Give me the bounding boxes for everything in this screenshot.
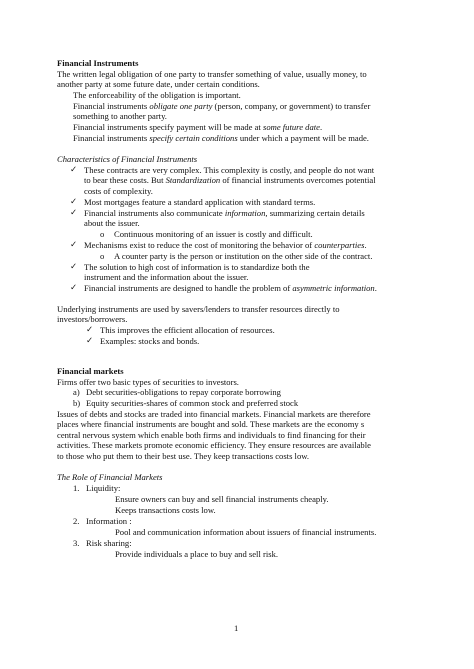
list-number-1: 1. — [73, 483, 80, 493]
asymmetric-text-c: . — [374, 283, 377, 293]
characteristics-heading: Characteristics of Financial Instruments — [57, 154, 198, 164]
payment-text-b: some future date — [262, 122, 320, 132]
mechanisms-text-b: counterparties — [314, 240, 365, 250]
checkmark-icon: ✓ — [70, 262, 78, 272]
obligate-line-1 — [73, 101, 370, 111]
markets-paragraph-line-1: Issues of debts and stocks are traded into financial markets. Financial markets are therefore — [57, 409, 371, 419]
solution-line-1: The solution to high cost of information is to standardize both the — [84, 262, 310, 272]
payment-line — [73, 122, 322, 132]
risk-sharing-detail: Provide individuals a place to buy and sell risk. — [115, 549, 279, 559]
mechanisms-text-c: . — [364, 240, 367, 250]
payment-text-c: . — [319, 122, 323, 132]
markets-paragraph-line-5: to those who put them to their best use. They keep transactions costs low. — [57, 451, 310, 461]
counterparty-line: A counter party is the person or institution on the other side of the contract. — [114, 251, 373, 261]
obligate-line-2: something to another party. — [73, 111, 167, 121]
conditions-line — [73, 133, 369, 143]
debt-securities-line: Debt securities-obligations to repay corporate borrowing — [86, 387, 281, 397]
definition-line-2: another party at some future date, under certain conditions. — [57, 79, 260, 89]
list-label-a: a) — [73, 387, 80, 397]
conditions-text-a: Financial instruments — [73, 133, 150, 143]
obligate-text-c: (person, company, or government) to transfer — [212, 101, 371, 111]
mechanisms-line — [84, 240, 367, 250]
complex-line-1: These contracts are very complex. This complexity is costly, and people do not want — [84, 165, 375, 175]
markets-paragraph-line-4: activities. These markets promote economic efficiency. They ensure resources are available — [57, 440, 371, 450]
liquidity-detail-1: Ensure owners can buy and sell financial instruments cheaply. — [115, 494, 329, 504]
list-number-2: 2. — [73, 516, 80, 526]
securities-intro-line: Firms offer two basic types of securities to investors. — [57, 377, 239, 387]
information-detail: Pool and communication information about issuers of financial instruments. — [115, 527, 377, 537]
obligate-text-b: obligate one party — [149, 101, 213, 111]
checkmark-icon: ✓ — [86, 325, 94, 335]
obligate-text-a: Financial instruments — [73, 101, 150, 111]
markets-paragraph-line-2: places where financial instruments are bought and sold. These markets are the economy s — [57, 419, 365, 429]
complex-text-b: Standardization — [165, 175, 221, 185]
information-text-c: , summarizing certain details — [265, 208, 365, 218]
financial-markets-heading: Financial markets — [57, 366, 124, 376]
role-heading: The Role of Financial Markets — [57, 472, 163, 482]
conditions-text-b: specify certain conditions — [149, 133, 238, 143]
information-label: Information : — [86, 516, 132, 526]
asymmetric-text-a: Financial instruments are designed to handle the problem of — [84, 283, 293, 293]
checkmark-icon: ✓ — [70, 165, 78, 175]
circle-bullet-icon: o — [100, 251, 105, 261]
page-number: 1 — [234, 623, 239, 633]
checkmark-icon: ✓ — [86, 336, 94, 346]
checkmark-icon: ✓ — [70, 240, 78, 250]
complex-line-2 — [84, 175, 376, 185]
solution-line-2: instrument and the information about the issuer. — [84, 272, 249, 282]
examples-line: Examples: stocks and bonds. — [100, 336, 200, 346]
checkmark-icon: ✓ — [70, 283, 78, 293]
checkmark-icon: ✓ — [70, 197, 78, 207]
mechanisms-text-a: Mechanisms exist to reduce the cost of monitoring the behavior of — [84, 240, 315, 250]
markets-paragraph-line-3: central nervous system which enable both firms and individuals to find financing for their — [57, 430, 366, 440]
liquidity-label: Liquidity: — [86, 483, 121, 493]
financial-instruments-heading: Financial Instruments — [57, 58, 139, 68]
underlying-line-1: Underlying instruments are used by savers/lenders to transfer resources directly to — [57, 304, 340, 314]
checkmark-icon: ✓ — [70, 208, 78, 218]
underlying-line-2: investors/borrowers. — [57, 314, 128, 324]
risk-sharing-label: Risk sharing: — [86, 538, 132, 548]
asymmetric-text-b: asymmetric information — [292, 283, 375, 293]
information-text-b: information — [224, 208, 266, 218]
definition-line-1: The written legal obligation of one party to transfer something of value, usually money, to — [57, 69, 367, 79]
asymmetric-line — [84, 283, 377, 293]
equity-securities-line: Equity securities-shares of common stock and preferred stock — [86, 398, 299, 408]
complex-text-c: of financial instruments overcomes potential — [220, 175, 376, 185]
enforceability-line: The enforceability of the obligation is important. — [73, 90, 241, 100]
conditions-text-c: under which a payment will be made. — [237, 133, 369, 143]
payment-text-a: Financial instruments specify payment will be made at — [73, 122, 263, 132]
monitoring-line: Continuous monitoring of an issuer is costly and difficult. — [114, 229, 313, 239]
complex-text-a: to bear these costs. But — [84, 175, 166, 185]
list-label-b: b) — [73, 398, 81, 408]
information-line-2: about the issuer. — [84, 218, 140, 228]
information-line-1 — [84, 208, 365, 218]
mortgages-line: Most mortgages feature a standard application with standard terms. — [84, 197, 316, 207]
efficient-allocation-line: This improves the efficient allocation of resources. — [100, 325, 275, 335]
liquidity-detail-2: Keeps transactions costs low. — [115, 505, 216, 515]
information-text-a: Financial instruments also communicate — [84, 208, 225, 218]
circle-bullet-icon: o — [100, 229, 105, 239]
list-number-3: 3. — [73, 538, 80, 548]
complex-line-3: costs of complexity. — [84, 186, 153, 196]
